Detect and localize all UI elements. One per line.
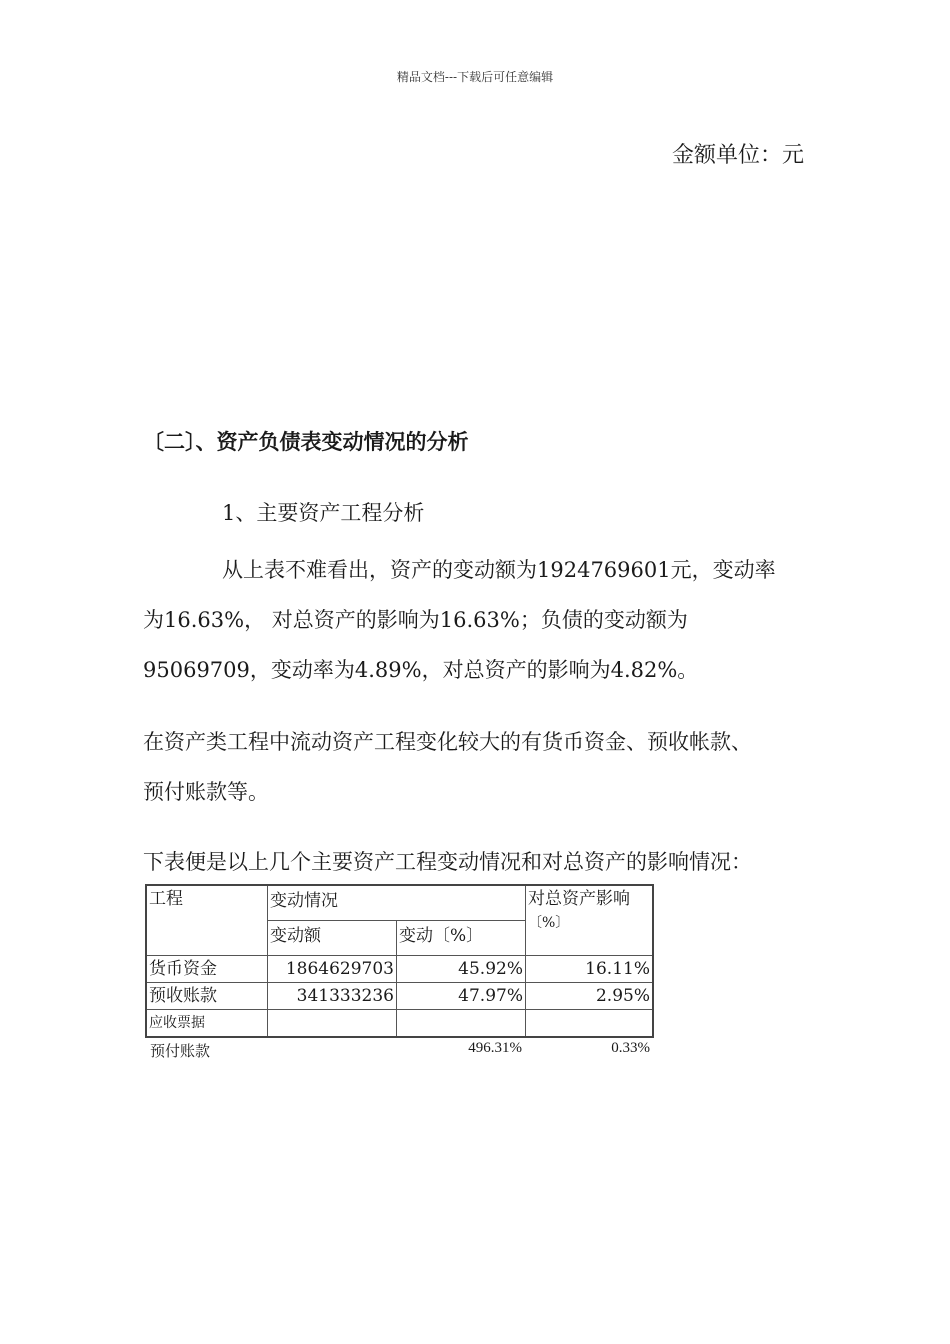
section-title: 〔二〕、资产负债表变动情况的分析 <box>143 429 469 454</box>
header-rate: 变动〔%〕 <box>397 921 526 956</box>
paragraph-line-2: 为16.63%， 对总资产的影响为16.63%；负债的变动额为 <box>143 608 688 632</box>
row-item: 预收账款 <box>146 983 268 1010</box>
footer-row-impact: 0.33% <box>611 1040 650 1056</box>
header-impact: 对总资产影响 <box>528 889 630 909</box>
header-impact-cell <box>526 885 654 956</box>
footer-row-rate: 496.31% <box>468 1040 522 1056</box>
asset-change-table <box>145 884 654 1038</box>
subheading: 1、主要资产工程分析 <box>222 501 425 525</box>
table-row <box>146 1010 653 1038</box>
amount-unit-label: 金额单位：元 <box>672 143 805 168</box>
row-item: 应收票据 <box>146 1010 268 1038</box>
header-change: 变动情况 <box>268 885 526 921</box>
row-impact: 2.95% <box>526 983 654 1010</box>
paragraph-line-4: 在资产类工程中流动资产工程变化较大的有货币资金、预收帐款、 <box>143 730 752 754</box>
row-amount <box>268 1010 397 1038</box>
paragraph-line-1: 从上表不难看出，资产的变动额为1924769601元，变动率 <box>222 558 776 582</box>
row-impact: 16.11% <box>526 956 654 983</box>
row-amount: 341333236 <box>268 983 397 1010</box>
page-header: 精品文档---下载后可任意编辑 <box>396 70 554 84</box>
paragraph-line-3: 95069709，变动率为4.89%，对总资产的影响为4.82%。 <box>143 658 699 682</box>
table-intro: 下表便是以上几个主要资产工程变动情况和对总资产的影响情况： <box>143 850 752 874</box>
footer-row-item: 预付账款 <box>150 1044 211 1060</box>
row-rate: 47.97% <box>397 983 526 1010</box>
row-impact <box>526 1010 654 1038</box>
header-item: 工程 <box>146 885 268 956</box>
row-rate <box>397 1010 526 1038</box>
header-amount: 变动额 <box>268 921 397 956</box>
table-row <box>146 983 653 1010</box>
table-row <box>146 956 653 983</box>
row-rate: 45.92% <box>397 956 526 983</box>
row-amount: 1864629703 <box>268 956 397 983</box>
paragraph-line-5: 预付账款等。 <box>143 780 269 804</box>
table-header-row <box>146 885 653 921</box>
header-impact-unit: 〔%〕 <box>528 915 570 931</box>
row-item: 货币资金 <box>146 956 268 983</box>
